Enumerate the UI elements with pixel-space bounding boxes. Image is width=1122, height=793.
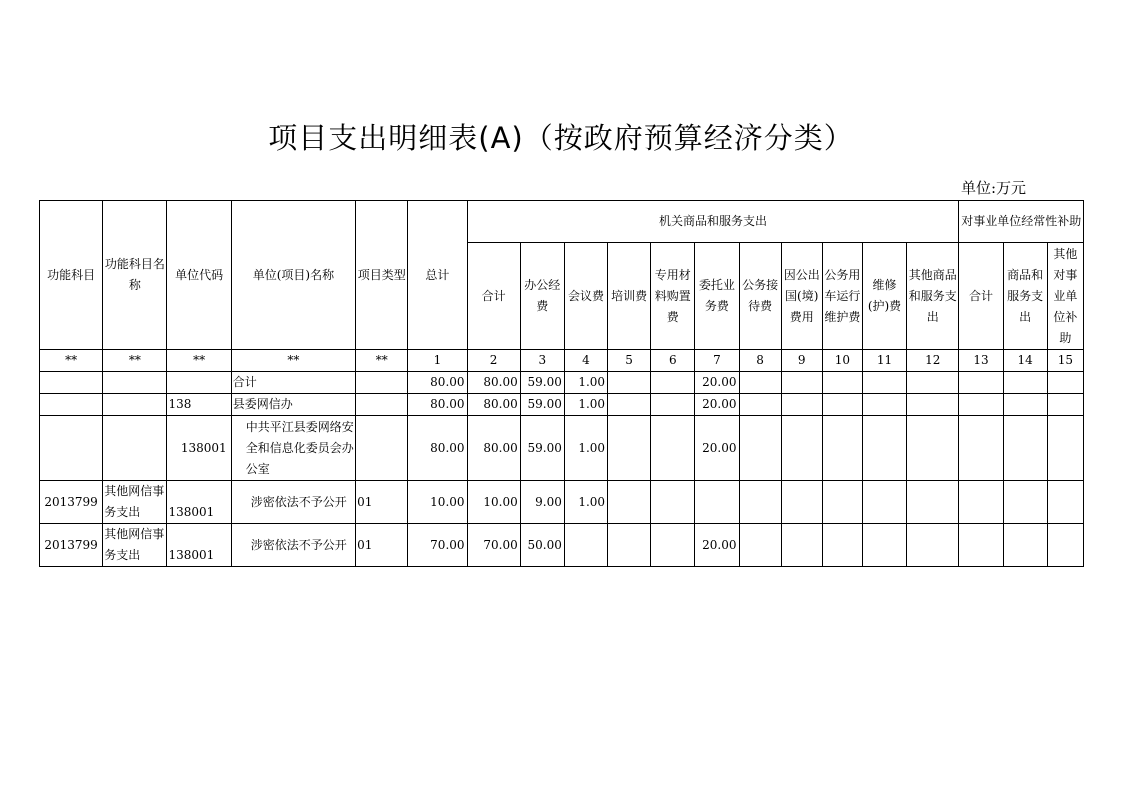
cell-empty — [651, 524, 695, 567]
cell-empty — [822, 372, 862, 394]
cell-empty — [651, 481, 695, 524]
header-unit-code: 单位代码 — [167, 201, 231, 350]
header-sub: 培训费 — [608, 243, 651, 350]
cell-empty — [608, 481, 651, 524]
cell-func-code — [40, 394, 103, 416]
cell-func-name — [103, 394, 167, 416]
header-sub: 维修(护)费 — [862, 243, 906, 350]
page-title: 项目支出明细表(A)（按政府预算经济分类） — [268, 121, 854, 155]
cell-empty — [739, 394, 781, 416]
cell-subtotal: 10.00 — [467, 481, 520, 524]
cell-entrusted: 20.00 — [695, 416, 739, 481]
cell-empty — [862, 524, 906, 567]
cell-empty — [1003, 416, 1047, 481]
cell-subtotal: 70.00 — [467, 524, 520, 567]
index-cell: 8 — [739, 350, 781, 372]
cell-empty — [1047, 372, 1083, 394]
cell-empty — [959, 372, 1003, 394]
cell-total: 70.00 — [408, 524, 467, 567]
cell-empty — [1003, 524, 1047, 567]
index-cell: 7 — [695, 350, 739, 372]
header-sub: 合计 — [467, 243, 520, 350]
cell-office: 9.00 — [520, 481, 564, 524]
header-sub: 会议费 — [564, 243, 607, 350]
cell-unit-name: 中共平江县委网络安全和信息化委员会办公室 — [231, 416, 355, 481]
header-sub: 公务接待费 — [739, 243, 781, 350]
cell-empty — [862, 394, 906, 416]
cell-total: 80.00 — [408, 394, 467, 416]
header-group-goods-services: 机关商品和服务支出 — [467, 201, 959, 243]
index-cell: ** — [167, 350, 231, 372]
cell-empty — [651, 416, 695, 481]
cell-total: 80.00 — [408, 372, 467, 394]
cell-office: 59.00 — [520, 394, 564, 416]
table-row — [40, 524, 1084, 567]
header-sub: 其他商品和服务支出 — [907, 243, 959, 350]
cell-type: 01 — [356, 481, 408, 524]
cell-empty — [608, 372, 651, 394]
cell-empty — [739, 481, 781, 524]
cell-empty — [781, 524, 822, 567]
cell-empty — [862, 416, 906, 481]
cell-empty — [959, 416, 1003, 481]
index-cell: 11 — [862, 350, 906, 372]
index-cell: 1 — [408, 350, 467, 372]
cell-func-name — [103, 416, 167, 481]
header-unit-name: 单位(项目)名称 — [231, 201, 355, 350]
header-project-type: 项目类型 — [356, 201, 408, 350]
index-cell: 13 — [959, 350, 1003, 372]
index-cell: 9 — [781, 350, 822, 372]
header-sub: 委托业务费 — [695, 243, 739, 350]
header-sub: 办公经费 — [520, 243, 564, 350]
header-sub: 专用材料购置费 — [651, 243, 695, 350]
cell-empty — [959, 524, 1003, 567]
header-func-subject-name: 功能科目名称 — [103, 201, 167, 350]
cell-type: 01 — [356, 524, 408, 567]
index-cell: 15 — [1047, 350, 1083, 372]
cell-empty — [959, 394, 1003, 416]
cell-empty — [862, 481, 906, 524]
cell-empty — [608, 416, 651, 481]
cell-empty — [822, 394, 862, 416]
header-sub: 其他对事业单位补助 — [1047, 243, 1083, 350]
header-sub: 因公出国(境)费用 — [781, 243, 822, 350]
cell-office: 50.00 — [520, 524, 564, 567]
header-group-subsidy: 对事业单位经常性补助 — [959, 201, 1084, 243]
cell-empty — [781, 372, 822, 394]
cell-meeting: 1.00 — [564, 372, 607, 394]
cell-empty — [822, 524, 862, 567]
cell-unit-code: 138001 — [167, 416, 231, 481]
cell-empty — [907, 524, 959, 567]
index-cell: ** — [40, 350, 103, 372]
index-cell: 5 — [608, 350, 651, 372]
cell-empty — [781, 394, 822, 416]
index-cell: ** — [103, 350, 167, 372]
cell-type — [356, 372, 408, 394]
cell-entrusted: 20.00 — [695, 372, 739, 394]
index-cell: 2 — [467, 350, 520, 372]
cell-func-code — [40, 372, 103, 394]
cell-subtotal: 80.00 — [467, 394, 520, 416]
cell-type — [356, 416, 408, 481]
cell-subtotal: 80.00 — [467, 372, 520, 394]
cell-unit-code — [167, 372, 231, 394]
cell-meeting: 1.00 — [564, 416, 607, 481]
unit-label: 单位:万元 — [960, 179, 1026, 197]
header-sub: 商品和服务支出 — [1003, 243, 1047, 350]
cell-subtotal: 80.00 — [467, 416, 520, 481]
index-cell: 6 — [651, 350, 695, 372]
table-row — [40, 416, 1084, 481]
cell-type — [356, 394, 408, 416]
cell-empty — [608, 524, 651, 567]
cell-func-code — [40, 416, 103, 481]
cell-entrusted: 20.00 — [695, 524, 739, 567]
cell-func-name: 其他网信事务支出 — [103, 481, 167, 524]
cell-empty — [1047, 416, 1083, 481]
cell-empty — [781, 481, 822, 524]
header-total: 总计 — [408, 201, 467, 350]
cell-unit-name: 涉密依法不予公开 — [231, 481, 355, 524]
header-sub: 合计 — [959, 243, 1003, 350]
cell-entrusted: 20.00 — [695, 394, 739, 416]
cell-empty — [608, 394, 651, 416]
cell-empty — [907, 372, 959, 394]
cell-empty — [651, 394, 695, 416]
cell-total: 10.00 — [408, 481, 467, 524]
index-cell: ** — [231, 350, 355, 372]
cell-unit-code: 138 — [167, 394, 231, 416]
index-cell: ** — [356, 350, 408, 372]
index-cell: 12 — [907, 350, 959, 372]
cell-empty — [822, 481, 862, 524]
cell-empty — [781, 416, 822, 481]
cell-empty — [739, 372, 781, 394]
cell-empty — [907, 481, 959, 524]
cell-empty — [739, 524, 781, 567]
cell-entrusted — [695, 481, 739, 524]
cell-empty — [1047, 394, 1083, 416]
cell-empty — [822, 416, 862, 481]
cell-func-name — [103, 372, 167, 394]
cell-unit-name: 合计 — [231, 372, 355, 394]
cell-empty — [739, 416, 781, 481]
table-row — [40, 481, 1084, 524]
cell-empty — [862, 372, 906, 394]
table-row — [40, 372, 1084, 394]
cell-empty — [907, 394, 959, 416]
cell-empty — [1047, 524, 1083, 567]
cell-total: 80.00 — [408, 416, 467, 481]
table-row — [40, 394, 1084, 416]
cell-func-code: 2013799 — [40, 481, 103, 524]
cell-empty — [1003, 394, 1047, 416]
index-row — [40, 350, 1084, 372]
index-cell: 14 — [1003, 350, 1047, 372]
cell-empty — [959, 481, 1003, 524]
header-row-1 — [40, 201, 1084, 243]
index-cell: 10 — [822, 350, 862, 372]
index-cell: 3 — [520, 350, 564, 372]
cell-unit-name: 涉密依法不予公开 — [231, 524, 355, 567]
header-sub: 公务用车运行维护费 — [822, 243, 862, 350]
cell-empty — [1003, 372, 1047, 394]
cell-unit-name: 县委网信办 — [231, 394, 355, 416]
cell-empty — [1047, 481, 1083, 524]
cell-unit-code: 138001 — [167, 481, 231, 524]
cell-office: 59.00 — [520, 416, 564, 481]
cell-func-name: 其他网信事务支出 — [103, 524, 167, 567]
cell-empty — [1003, 481, 1047, 524]
cell-meeting: 1.00 — [564, 394, 607, 416]
cell-meeting — [564, 524, 607, 567]
cell-meeting: 1.00 — [564, 481, 607, 524]
cell-unit-code: 138001 — [167, 524, 231, 567]
header-func-subject: 功能科目 — [40, 201, 103, 350]
cell-empty — [651, 372, 695, 394]
budget-table — [39, 200, 1084, 567]
cell-empty — [907, 416, 959, 481]
cell-func-code: 2013799 — [40, 524, 103, 567]
cell-office: 59.00 — [520, 372, 564, 394]
index-cell: 4 — [564, 350, 607, 372]
